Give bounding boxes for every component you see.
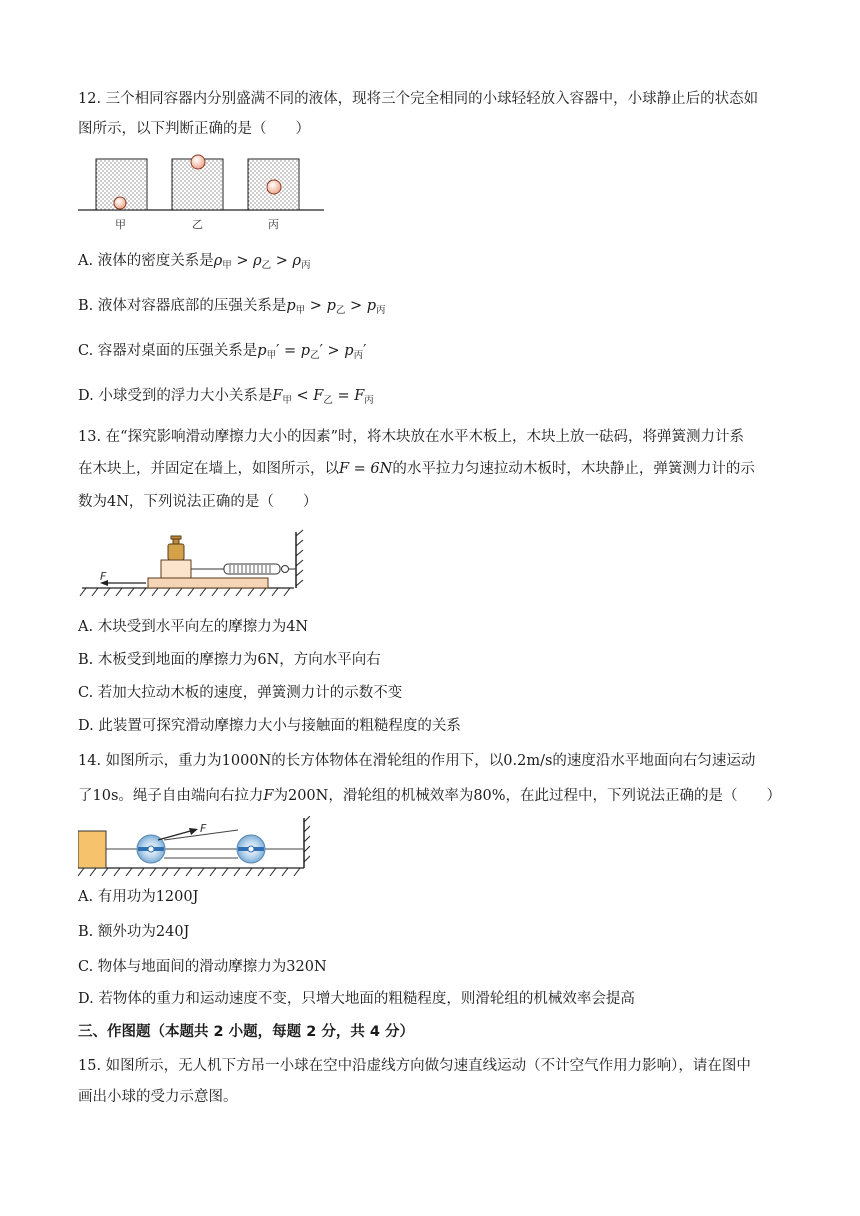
- ball-yi: [191, 155, 205, 169]
- q13-option-a[interactable]: A. 木块受到水平向左的摩擦力为4N: [78, 619, 309, 635]
- q12-stem-line2: 图所示，以下判断正确的是（ ）: [78, 121, 310, 137]
- q12-stem-line1: 12. 三个相同容器内分别盛满不同的液体，现将三个完全相同的小球轻轻放入容器中，小球静止后的状态如: [78, 91, 759, 107]
- q12-figure: [78, 150, 328, 234]
- q12-option-d[interactable]: D. 小球受到的浮力大小关系是$F_甲 < F_乙 = F_丙$: [78, 388, 374, 406]
- q14-option-b[interactable]: B. 额外功为240J: [78, 924, 190, 940]
- ball-jia: [114, 197, 126, 209]
- cuboid-object: [78, 831, 106, 868]
- q14-stem-line1: 14. 如图所示，重力为1000N的长方体物体在滑轮组的作用下，以0.2m/s的速度沿水平地面向右匀速运动: [78, 753, 756, 769]
- label-jia: 甲: [115, 218, 126, 231]
- section-3-title: 三、作图题（本题共 2 小题，每题 2 分，共 4 分）: [78, 1024, 415, 1040]
- fixed-pulley: [237, 835, 265, 863]
- q12-option-b[interactable]: B. 液体对容器底部的压强关系是$p_甲 > p_乙 > p_丙$: [78, 298, 386, 316]
- q13-stem-line2: 在木块上，并固定在墙上，如图所示，以F = 6N的水平拉力匀速拉动木板时，木块静止，弹簧测力计的示: [78, 461, 755, 477]
- q14-stem-line2: 了10s。绳子自由端向右拉力F为200N，滑轮组的机械效率为80%，在此过程中，下列说法正确的是（ ）: [78, 788, 782, 804]
- q14-option-d[interactable]: D. 若物体的重力和运动速度不变，只增大地面的粗糙程度，则滑轮组的机械效率会提高: [78, 991, 635, 1007]
- q14-option-c[interactable]: C. 物体与地面间的滑动摩擦力为320N: [78, 959, 327, 975]
- q13-stem-line1: 13. 在“探究影响滑动摩擦力大小的因素”时，将木块放在水平木板上，木块上放一砝码，将弹簧测力计系: [78, 429, 744, 445]
- q14-option-a[interactable]: A. 有用功为1200J: [78, 889, 199, 905]
- q12-option-a[interactable]: A. 液体的密度关系是$\rho_甲 > \rho_乙 > \rho_丙$: [78, 253, 311, 271]
- container-yi: [172, 155, 223, 210]
- weight: [168, 536, 184, 560]
- container-bing: [248, 159, 299, 210]
- q12-option-c[interactable]: C. 容器对桌面的压强关系是$p_甲' = p_乙' > p_丙'$: [78, 343, 367, 361]
- spring-scale: [224, 564, 296, 574]
- q14-figure: [78, 816, 310, 878]
- q13-option-d[interactable]: D. 此装置可探究滑动摩擦力大小与接触面的粗糙程度的关系: [78, 718, 461, 734]
- ball-bing: [267, 180, 281, 194]
- q13-option-c[interactable]: C. 若加大拉动木板的速度，弹簧测力计的示数不变: [78, 685, 403, 701]
- force-label: F: [200, 822, 207, 835]
- q13-stem-line3: 数为4N，下列说法正确的是（ ）: [78, 494, 318, 510]
- q13-option-b[interactable]: B. 木板受到地面的摩擦力为6N，方向水平向右: [78, 652, 381, 668]
- label-bing: 丙: [268, 218, 279, 231]
- label-yi: 乙: [192, 218, 203, 231]
- wooden-block: [161, 560, 191, 578]
- q15-stem-line1: 15. 如图所示，无人机下方吊一小球在空中沿虚线方向做匀速直线运动（不计空气作用力影响），请在图中: [78, 1058, 751, 1074]
- container-jia: [96, 159, 147, 210]
- q15-stem-line2: 画出小球的受力示意图。: [78, 1089, 238, 1105]
- force-label: F: [100, 570, 107, 583]
- wooden-board: [148, 578, 268, 588]
- q13-figure: [78, 528, 314, 600]
